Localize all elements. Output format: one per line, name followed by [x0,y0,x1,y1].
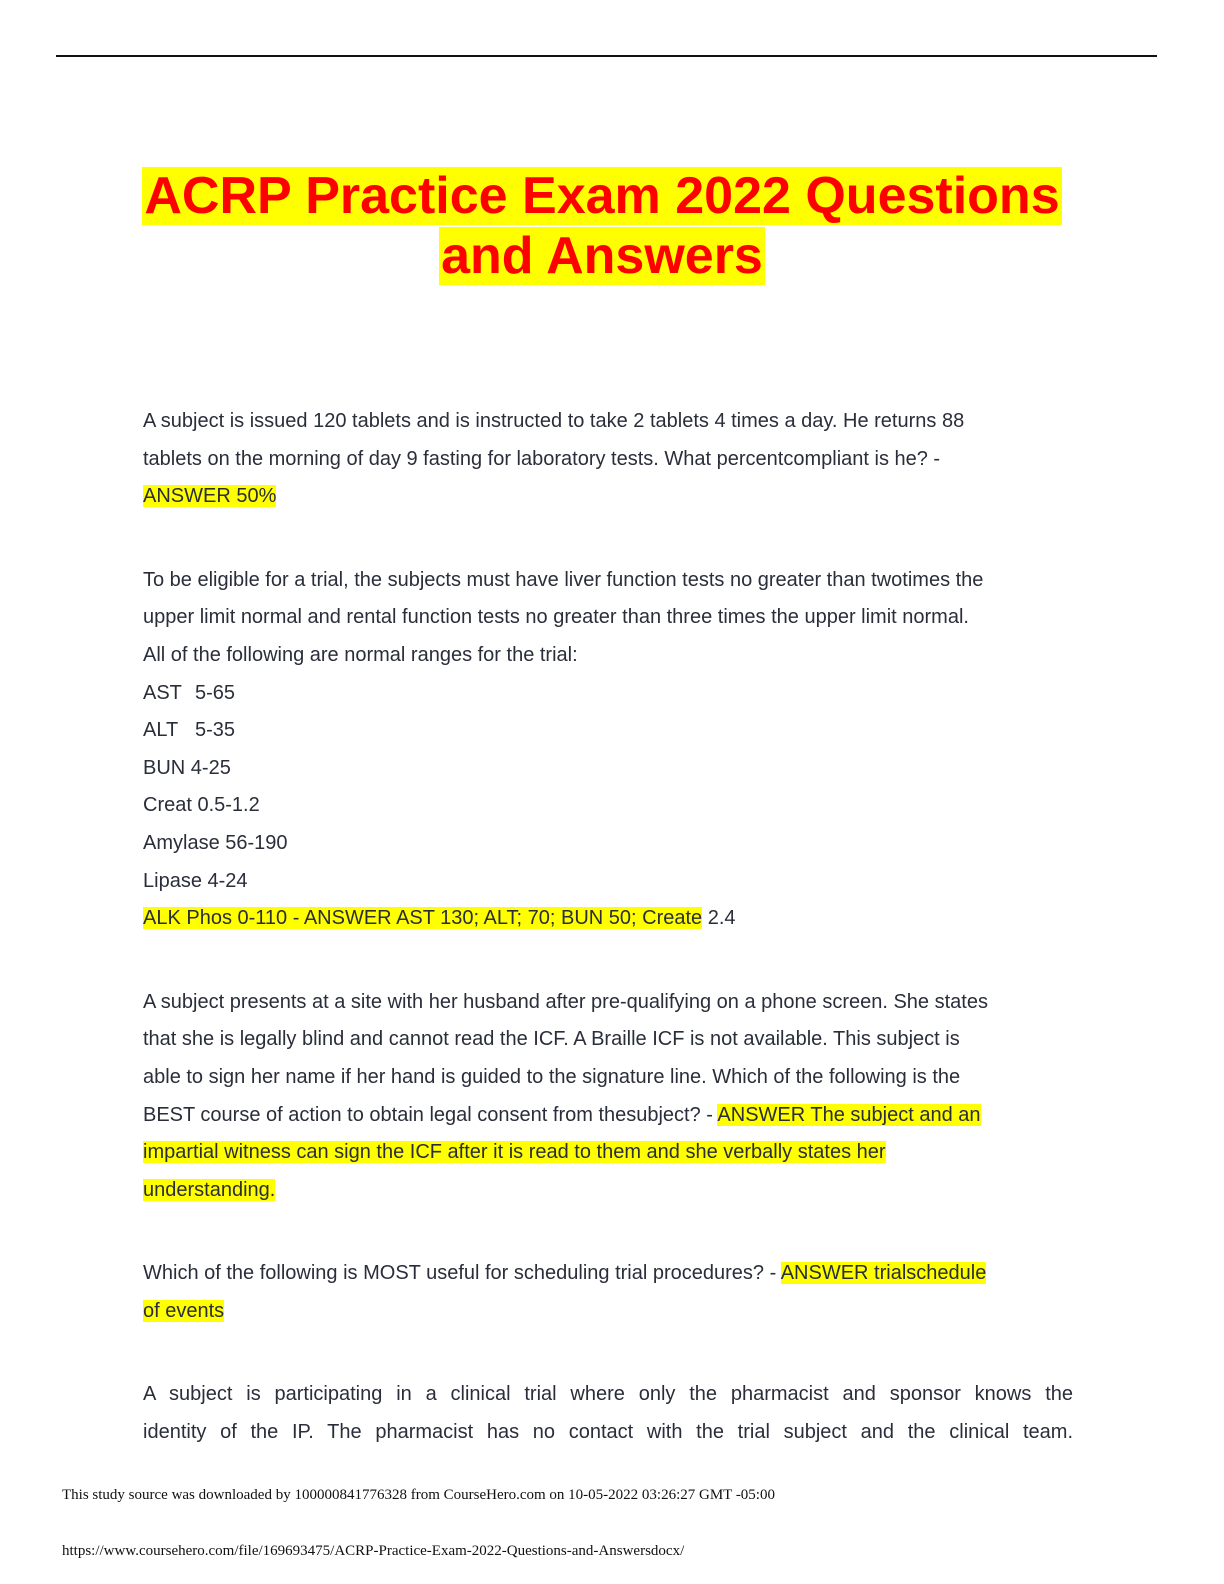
answer-tail: 2.4 [702,907,736,930]
question-4 [143,1255,1073,1330]
question-1 [143,403,1073,516]
question-5 [143,1376,1073,1451]
range-item: Lipase 4-24 [143,869,248,892]
question-text-line: tablets on the morning of day 9 fasting for laboratory tests. What percentcompliant is he? - [143,447,941,470]
question-text-line: A subject is issued 120 tablets and is instructed to take 2 tablets 4 times a day. He returns 88 [143,410,965,432]
question-3 [143,984,1073,1210]
answer-highlight: understanding. [143,1178,276,1201]
question-text-line: All of the following are normal ranges for the trial: [143,643,578,666]
answer-highlight: ANSWER trialschedule [780,1262,987,1285]
question-text-line: upper limit normal and rental function tests no greater than three times the upper limit normal. [143,606,969,629]
question-text-line: able to sign her name if her hand is guided to the signature line. Which of the following is the [143,1065,961,1088]
title-line-1: ACRP Practice Exam 2022 Questions [144,167,1060,225]
question-text-line: that she is legally blind and cannot read the ICF. A Braille ICF is not available. This subject is [143,1028,960,1051]
question-text-line: A subject presents at a site with her husband after pre-qualifying on a phone screen. She states [143,990,988,1013]
range-label: AST [143,681,182,704]
question-text-line: BEST course of action to obtain legal consent from thesubject? - [143,1103,718,1126]
title-line-2: and Answers [441,227,763,285]
range-item: Creat 0.5-1.2 [143,794,260,817]
download-note: This study source was downloaded by 100000841776328 from CourseHero.com on 10-05-2022 03:26:27 GMT -05:00 [62,1487,775,1503]
range-value: 5-35 [195,719,236,742]
range-value: 5-65 [195,681,236,704]
range-item: Amylase 56-190 [143,831,288,854]
source-url[interactable]: https://www.coursehero.com/file/169693475/ACRP-Practice-Exam-2022-Questions-and-Answersdocx/ [62,1543,685,1559]
range-item: BUN 4-25 [143,756,231,779]
question-text-line: identity of the IP. The pharmacist has no contact with the trial subject and the clinical team. [143,1421,1073,1444]
document-body [143,403,1073,1498]
answer-highlight: ANSWER The subject and an [717,1103,981,1126]
question-text-line: Which of the following is MOST useful for scheduling trial procedures? - [143,1262,781,1285]
question-text-line: A subject is participating in a clinical trial where only the pharmacist and sponsor knows the [143,1383,1073,1406]
range-item [143,675,1073,713]
answer-highlight: ANSWER 50% [143,485,277,508]
question-2 [143,562,1073,938]
top-rule [56,55,1157,57]
answer-highlight: impartial witness can sign the ICF after it is read to them and she verbally states her [143,1141,886,1164]
answer-highlight: of events [143,1299,225,1322]
document-title [0,166,1204,286]
answer-highlight: ALK Phos 0-110 - ANSWER AST 130; ALT; 70; BUN 50; Create [143,907,703,930]
range-item [143,712,1073,750]
range-label: ALT [143,719,179,742]
question-text-line: To be eligible for a trial, the subjects must have liver function tests no greater than twotimes the [143,568,984,591]
